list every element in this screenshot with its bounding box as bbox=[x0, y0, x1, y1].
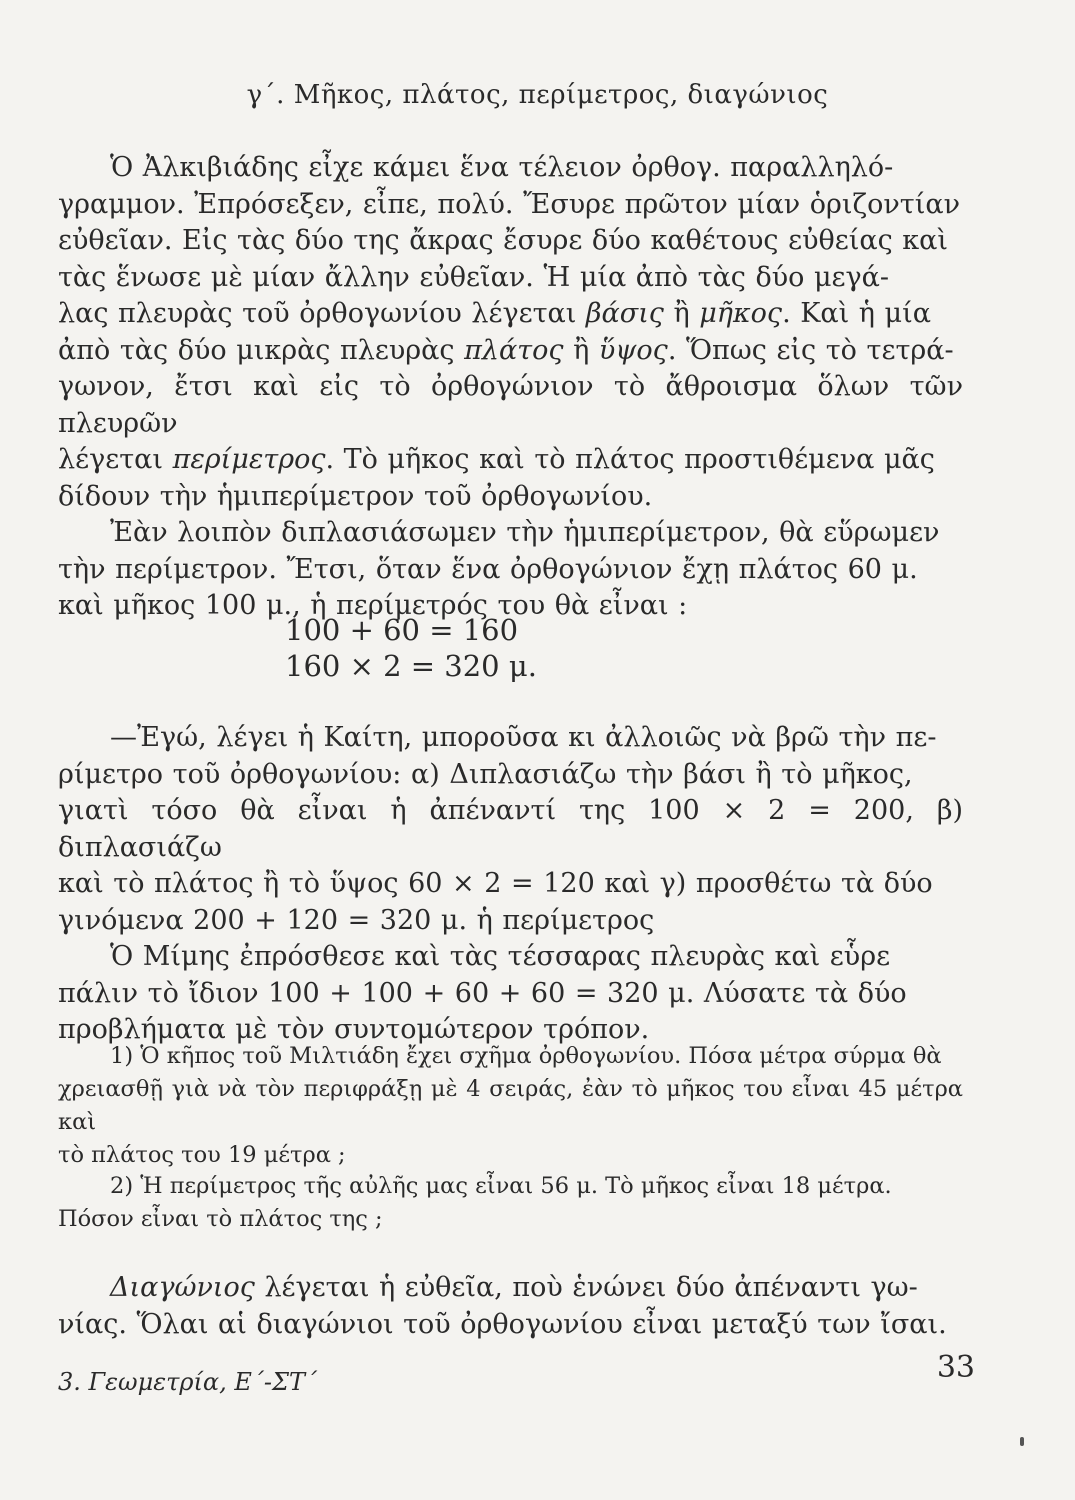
problem-2 bbox=[58, 1170, 963, 1236]
text-line: γωνον, ἔτσι καὶ εἰς τὸ ὀρθογώνιον τὸ ἄθροισμα ὅλων τῶν πλευρῶν bbox=[58, 371, 963, 439]
text-line: Ὁ Ἀλκιβιάδης εἶχε κάμει ἕνα τέλειον ὀρθογ. παραλληλό- bbox=[110, 152, 894, 183]
text-line: 2) Ἡ περίμετρος τῆς αὐλῆς μας εἶναι 56 μ. Τὸ μῆκος εἶναι 18 μέτρα. bbox=[110, 1173, 892, 1199]
text-line bbox=[58, 1270, 963, 1307]
page-number: 33 bbox=[936, 1350, 975, 1385]
text-span: ἀπὸ τὰς δύο μικρὰς πλευρὰς bbox=[58, 334, 465, 366]
text-line: Ὁ Μίμης ἐπρόσθεσε καὶ τὰς τέσσαρας πλευρὰς καὶ εὗρε bbox=[110, 941, 891, 972]
text-line: καὶ τὸ πλάτος ἢ τὸ ὕψος 60 × 2 = 120 καὶ γ) προσθέτω τὰ δύο bbox=[58, 868, 933, 899]
text-line bbox=[58, 442, 963, 479]
text-line bbox=[58, 333, 963, 370]
text-line: χρειασθῇ γιὰ νὰ τὸν περιφράξῃ μὲ 4 σειράς, ἐὰν τὸ μῆκος του εἶναι 45 μέτρα καὶ bbox=[58, 1076, 963, 1135]
formula-line: 100 + 60 = 160 bbox=[285, 613, 519, 647]
text-line: γραμμον. Ἐπρόσεξεν, εἶπε, πολύ. Ἔσυρε πρῶτον μίαν ὁριζοντίαν bbox=[58, 188, 960, 220]
text-line: προβλήματα μὲ τὸν συντομώτερον τρόπον. bbox=[58, 1014, 650, 1045]
text-line: Πόσον εἶναι τὸ πλάτος της ; bbox=[58, 1206, 383, 1232]
ink-speck bbox=[1020, 1437, 1024, 1446]
text-span: ἢ bbox=[663, 298, 700, 329]
text-line: τὰς ἕνωσε μὲ μίαν ἄλλην εὐθεῖαν. Ἡ μία ἀπὸ τὰς δύο μεγά- bbox=[58, 261, 889, 293]
text-line bbox=[58, 296, 963, 333]
term-basis: βάσις bbox=[585, 298, 664, 329]
formula-line: 160 × 2 = 320 μ. bbox=[285, 649, 537, 683]
text-line: γινόμενα 200 + 120 = 320 μ. ἡ περίμετρος bbox=[58, 904, 655, 936]
paragraph-2 bbox=[58, 720, 963, 1049]
text-line: —Ἐγώ, λέγει ἡ Καίτη, μποροῦσα κι ἀλλοιῶς νὰ βρῶ τὴν πε- bbox=[110, 722, 937, 753]
text-line: ρίμετρο τοῦ ὀρθογωνίου: α) Διπλασιάζω τὴν βάσι ἢ τὸ μῆκος, bbox=[58, 758, 913, 790]
term-perimeter: περίμετρος bbox=[172, 444, 326, 475]
paragraph-1 bbox=[58, 150, 963, 625]
text-span: . Ὅπως εἰς τὸ τετρά- bbox=[667, 334, 954, 366]
text-line: νίας. Ὅλαι αἱ διαγώνιοι τοῦ ὀρθογωνίου εἶναι μεταξύ των ἴσαι. bbox=[58, 1308, 947, 1340]
term-diagonal: Διαγώνιος bbox=[110, 1272, 255, 1303]
problem-1 bbox=[58, 1040, 963, 1172]
text-span: . Καὶ ἡ μία bbox=[782, 298, 931, 329]
text-line: δίδουν τὴν ἡμιπερίμετρον τοῦ ὀρθογωνίου. bbox=[58, 480, 653, 512]
section-heading: γ΄. Μῆκος, πλάτος, περίμετρος, διαγώνιος bbox=[246, 80, 829, 110]
text-line: εὐθεῖαν. Εἰς τὰς δύο της ἄκρας ἔσυρε δύο καθέτους εὐθείας καὶ bbox=[58, 225, 948, 256]
text-span: λέγεται ἡ εὐθεῖα, ποὺ ἑνώνει δύο ἀπέναντι γω- bbox=[254, 1272, 918, 1303]
term-length: μῆκος bbox=[699, 298, 783, 329]
text-line: 1) Ὁ κῆπος τοῦ Μιλτιάδη ἔχει σχῆμα ὀρθογωνίου. Πόσα μέτρα σύρμα θὰ bbox=[110, 1043, 942, 1069]
text-line: γιατὶ τόσο θὰ εἶναι ἡ ἀπέναντί της 100 × 2 = 200, β) διπλασιάζω bbox=[58, 795, 963, 863]
text-line: πάλιν τὸ ἴδιον 100 + 100 + 60 + 60 = 320 μ. Λύσατε τὰ δύο bbox=[58, 977, 907, 1009]
perimeter-formula bbox=[285, 612, 537, 684]
text-span: λας πλευρὰς τοῦ ὀρθογωνίου λέγεται bbox=[58, 298, 586, 329]
term-height: ὕψος bbox=[598, 334, 668, 366]
text-line: τὴν περίμετρον. Ἔτσι, ὅταν ἕνα ὀρθογώνιον ἔχῃ πλάτος 60 μ. bbox=[58, 553, 918, 585]
paragraph-3 bbox=[58, 1270, 963, 1343]
text-line: τὸ πλάτος του 19 μέτρα ; bbox=[58, 1142, 346, 1168]
signature-footer: 3. Γεωμετρία, Ε΄-ΣΤ΄ bbox=[58, 1368, 317, 1396]
term-width: πλάτος bbox=[464, 334, 564, 366]
text-span: . Τὸ μῆκος καὶ τὸ πλάτος προστιθέμενα μᾶς bbox=[325, 444, 935, 475]
text-line: καὶ μῆκος 100 μ., ἡ περίμετρός του θὰ εἶναι : bbox=[58, 590, 688, 621]
text-span: ἢ bbox=[563, 334, 599, 366]
text-line: Ἐὰν λοιπὸν διπλασιάσωμεν τὴν ἡμιπερίμετρον, θὰ εὕρωμεν bbox=[110, 517, 940, 548]
text-span: λέγεται bbox=[58, 444, 173, 475]
